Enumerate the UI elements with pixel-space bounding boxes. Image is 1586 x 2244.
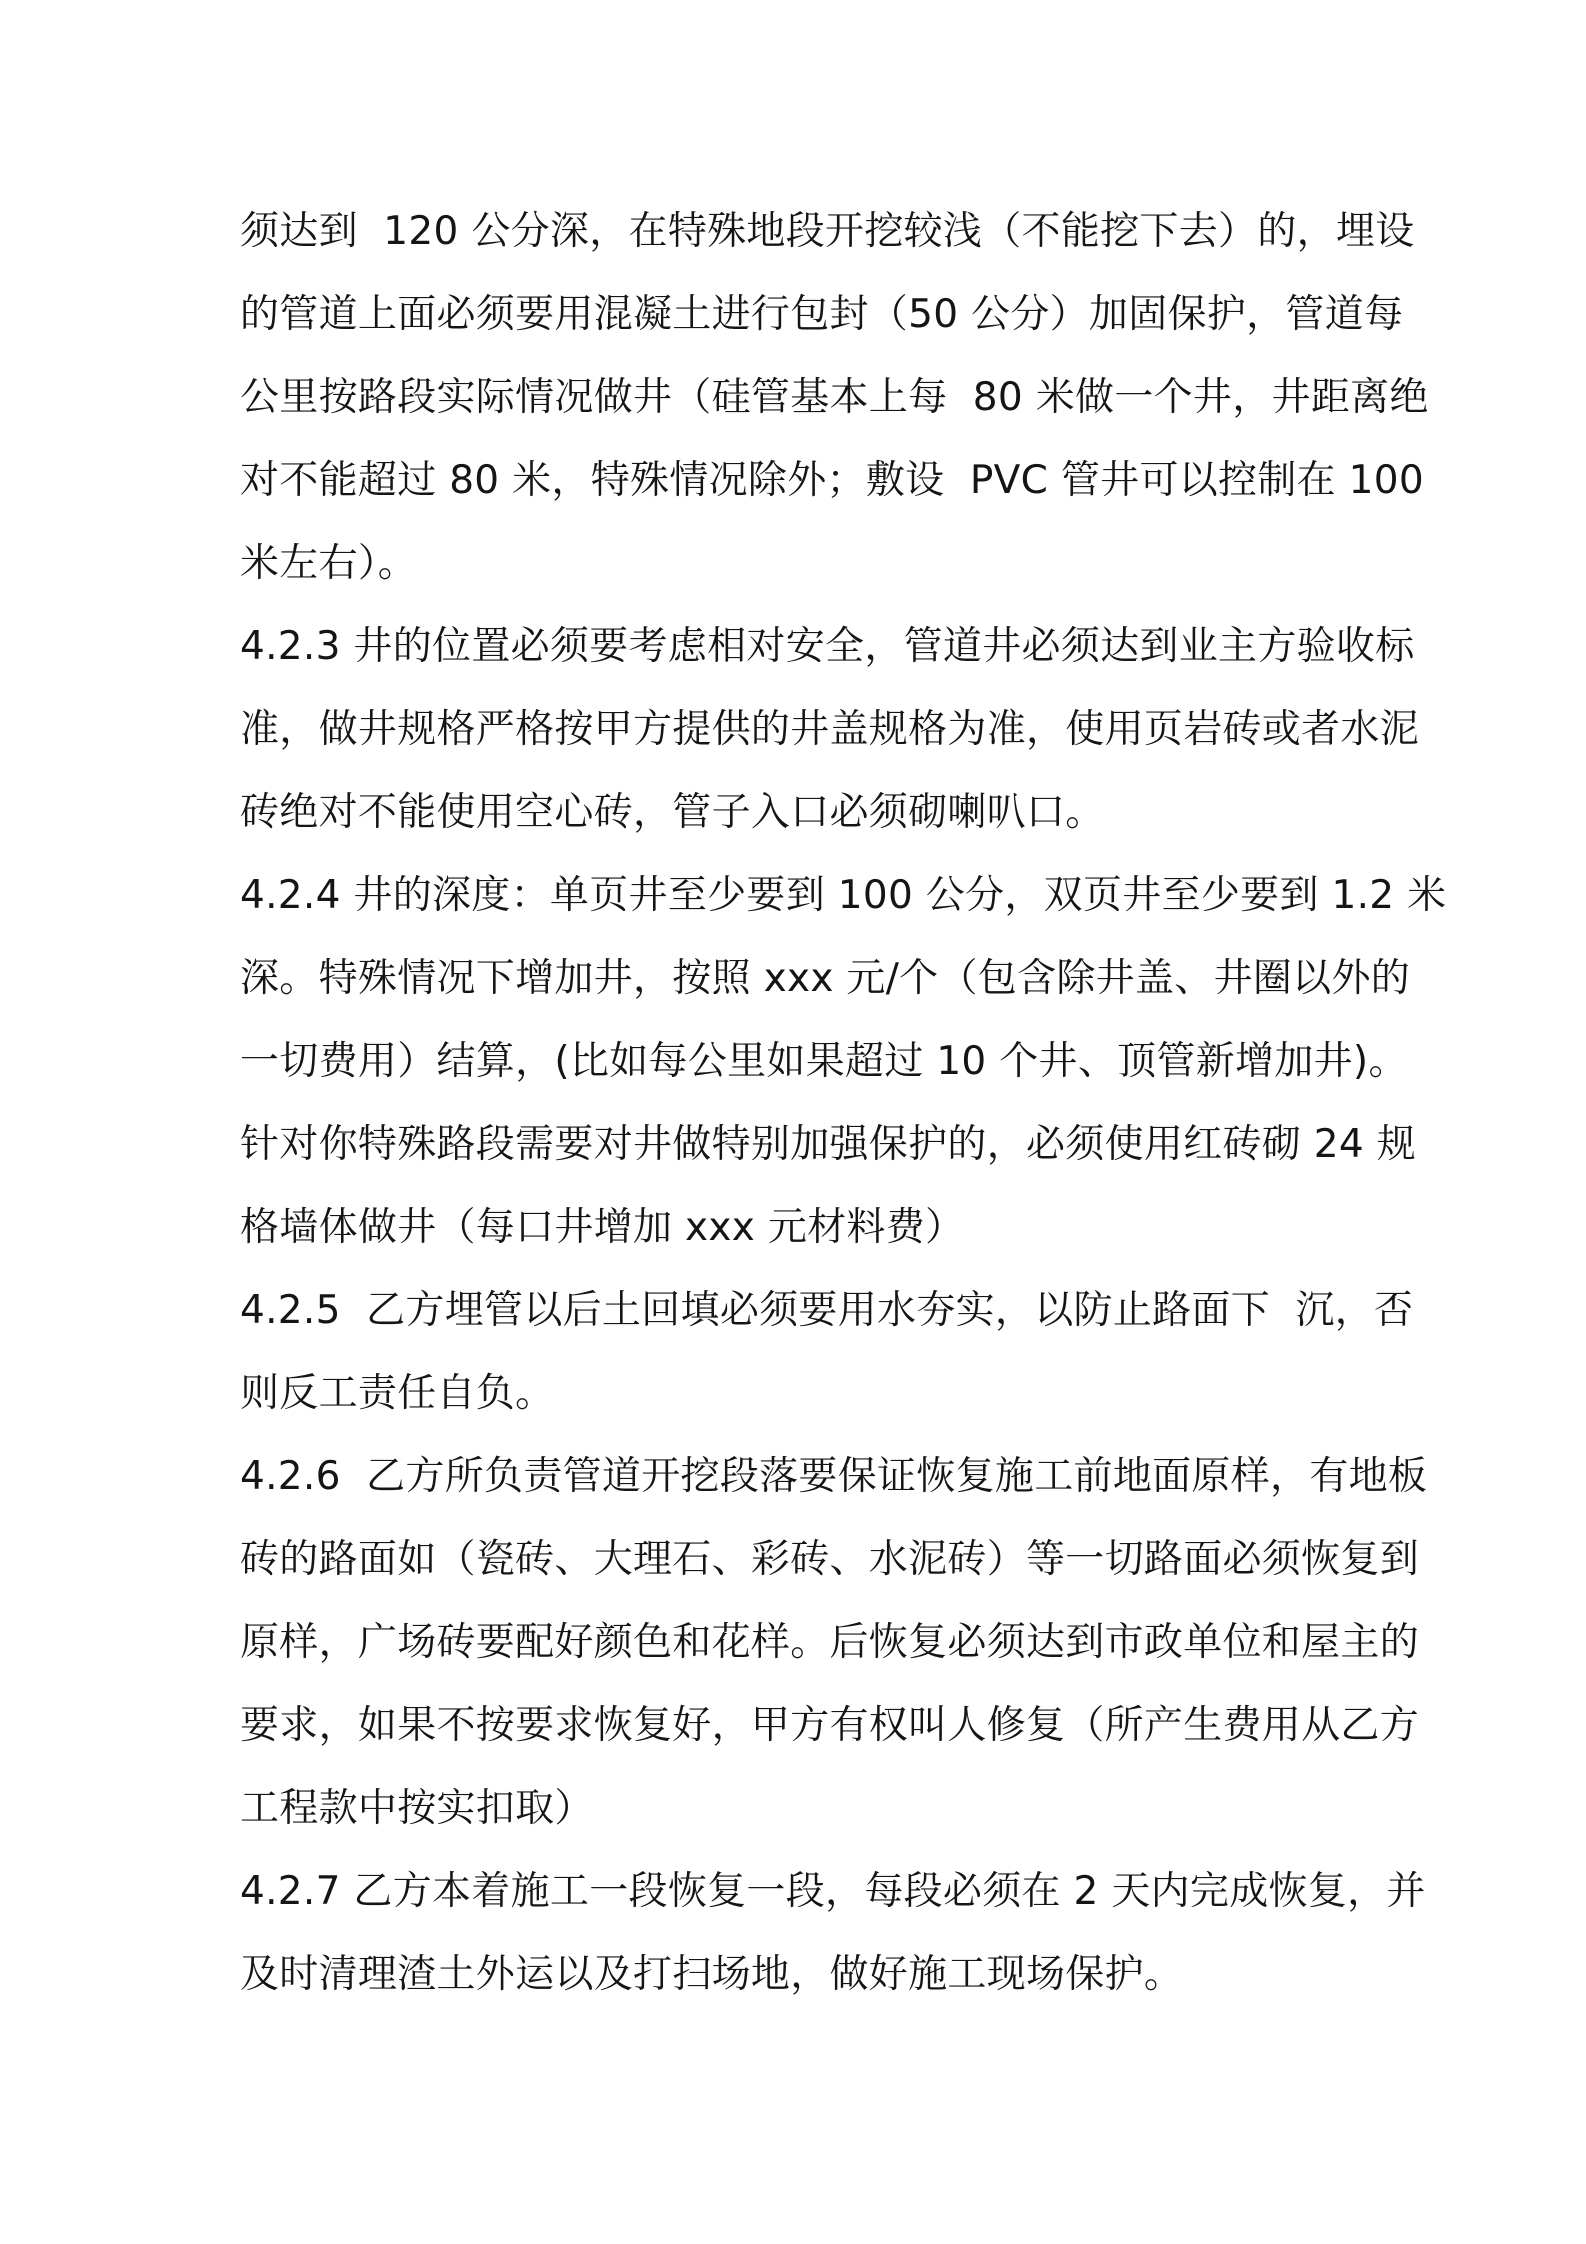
text-line: 原样，广场砖要配好颜色和花样。后恢复必须达到市政单位和屋主的 (240, 1620, 1420, 1665)
text-line: 砖绝对不能使用空心砖，管子入口必须砌喇叭口。 (240, 790, 1105, 835)
text-line: 深。特殊情况下增加井，按照 xxx 元/个（包含除井盖、井圈以外的 (240, 956, 1411, 1001)
text-line: 要求，如果不按要求恢复好，甲方有权叫人修复（所产生费用从乙方 (240, 1703, 1420, 1748)
text-line: 的管道上面必须要用混凝土进行包封（50 公分）加固保护，管道每 (240, 292, 1404, 337)
clause-4-2-6-line: 4.2.6 乙方所负责管道开挖段落要保证恢复施工前地面原样，有地板 (240, 1454, 1428, 1499)
clause-4-2-7-line: 4.2.7 乙方本着施工一段恢复一段，每段必须在 2 天内完成恢复，并 (240, 1869, 1426, 1914)
text-line: 一切费用）结算，(比如每公里如果超过 10 个井、顶管新增加井)。 (240, 1039, 1408, 1084)
text-line: 准，做井规格严格按甲方提供的井盖规格为准，使用页岩砖或者水泥 (240, 707, 1420, 752)
document-body (240, 190, 1447, 2016)
text-line: 格墙体做井（每口井增加 xxx 元材料费） (240, 1205, 965, 1250)
clause-4-2-3-line: 4.2.3 井的位置必须要考虑相对安全，管道井必须达到业主方验收标 (240, 624, 1415, 669)
text-line: 对不能超过 80 米，特殊情况除外；敷设 PVC 管井可以控制在 100 (240, 458, 1424, 503)
text-line: 公里按路段实际情况做井（硅管基本上每 80 米做一个井，井距离绝 (240, 375, 1429, 420)
clause-4-2-4-line: 4.2.4 井的深度：单页井至少要到 100 公分，双页井至少要到 1.2 米 (240, 873, 1447, 918)
text-line: 针对你特殊路段需要对井做特别加强保护的，必须使用红砖砌 24 规 (240, 1122, 1417, 1167)
text-line: 米左右）。 (240, 541, 418, 586)
text-line: 及时清理渣土外运以及打扫场地，做好施工现场保护。 (240, 1952, 1184, 1997)
text-line: 则反工责任自负。 (240, 1371, 555, 1416)
text-line: 须达到 120 公分深，在特殊地段开挖较浅（不能挖下去）的，埋设 (240, 209, 1415, 254)
clause-4-2-5-line: 4.2.5 乙方埋管以后土回填必须要用水夯实，以防止路面下 沉，否 (240, 1288, 1414, 1333)
text-line: 工程款中按实扣取） (240, 1786, 594, 1831)
text-line: 砖的路面如（瓷砖、大理石、彩砖、水泥砖）等一切路面必须恢复到 (240, 1537, 1420, 1582)
